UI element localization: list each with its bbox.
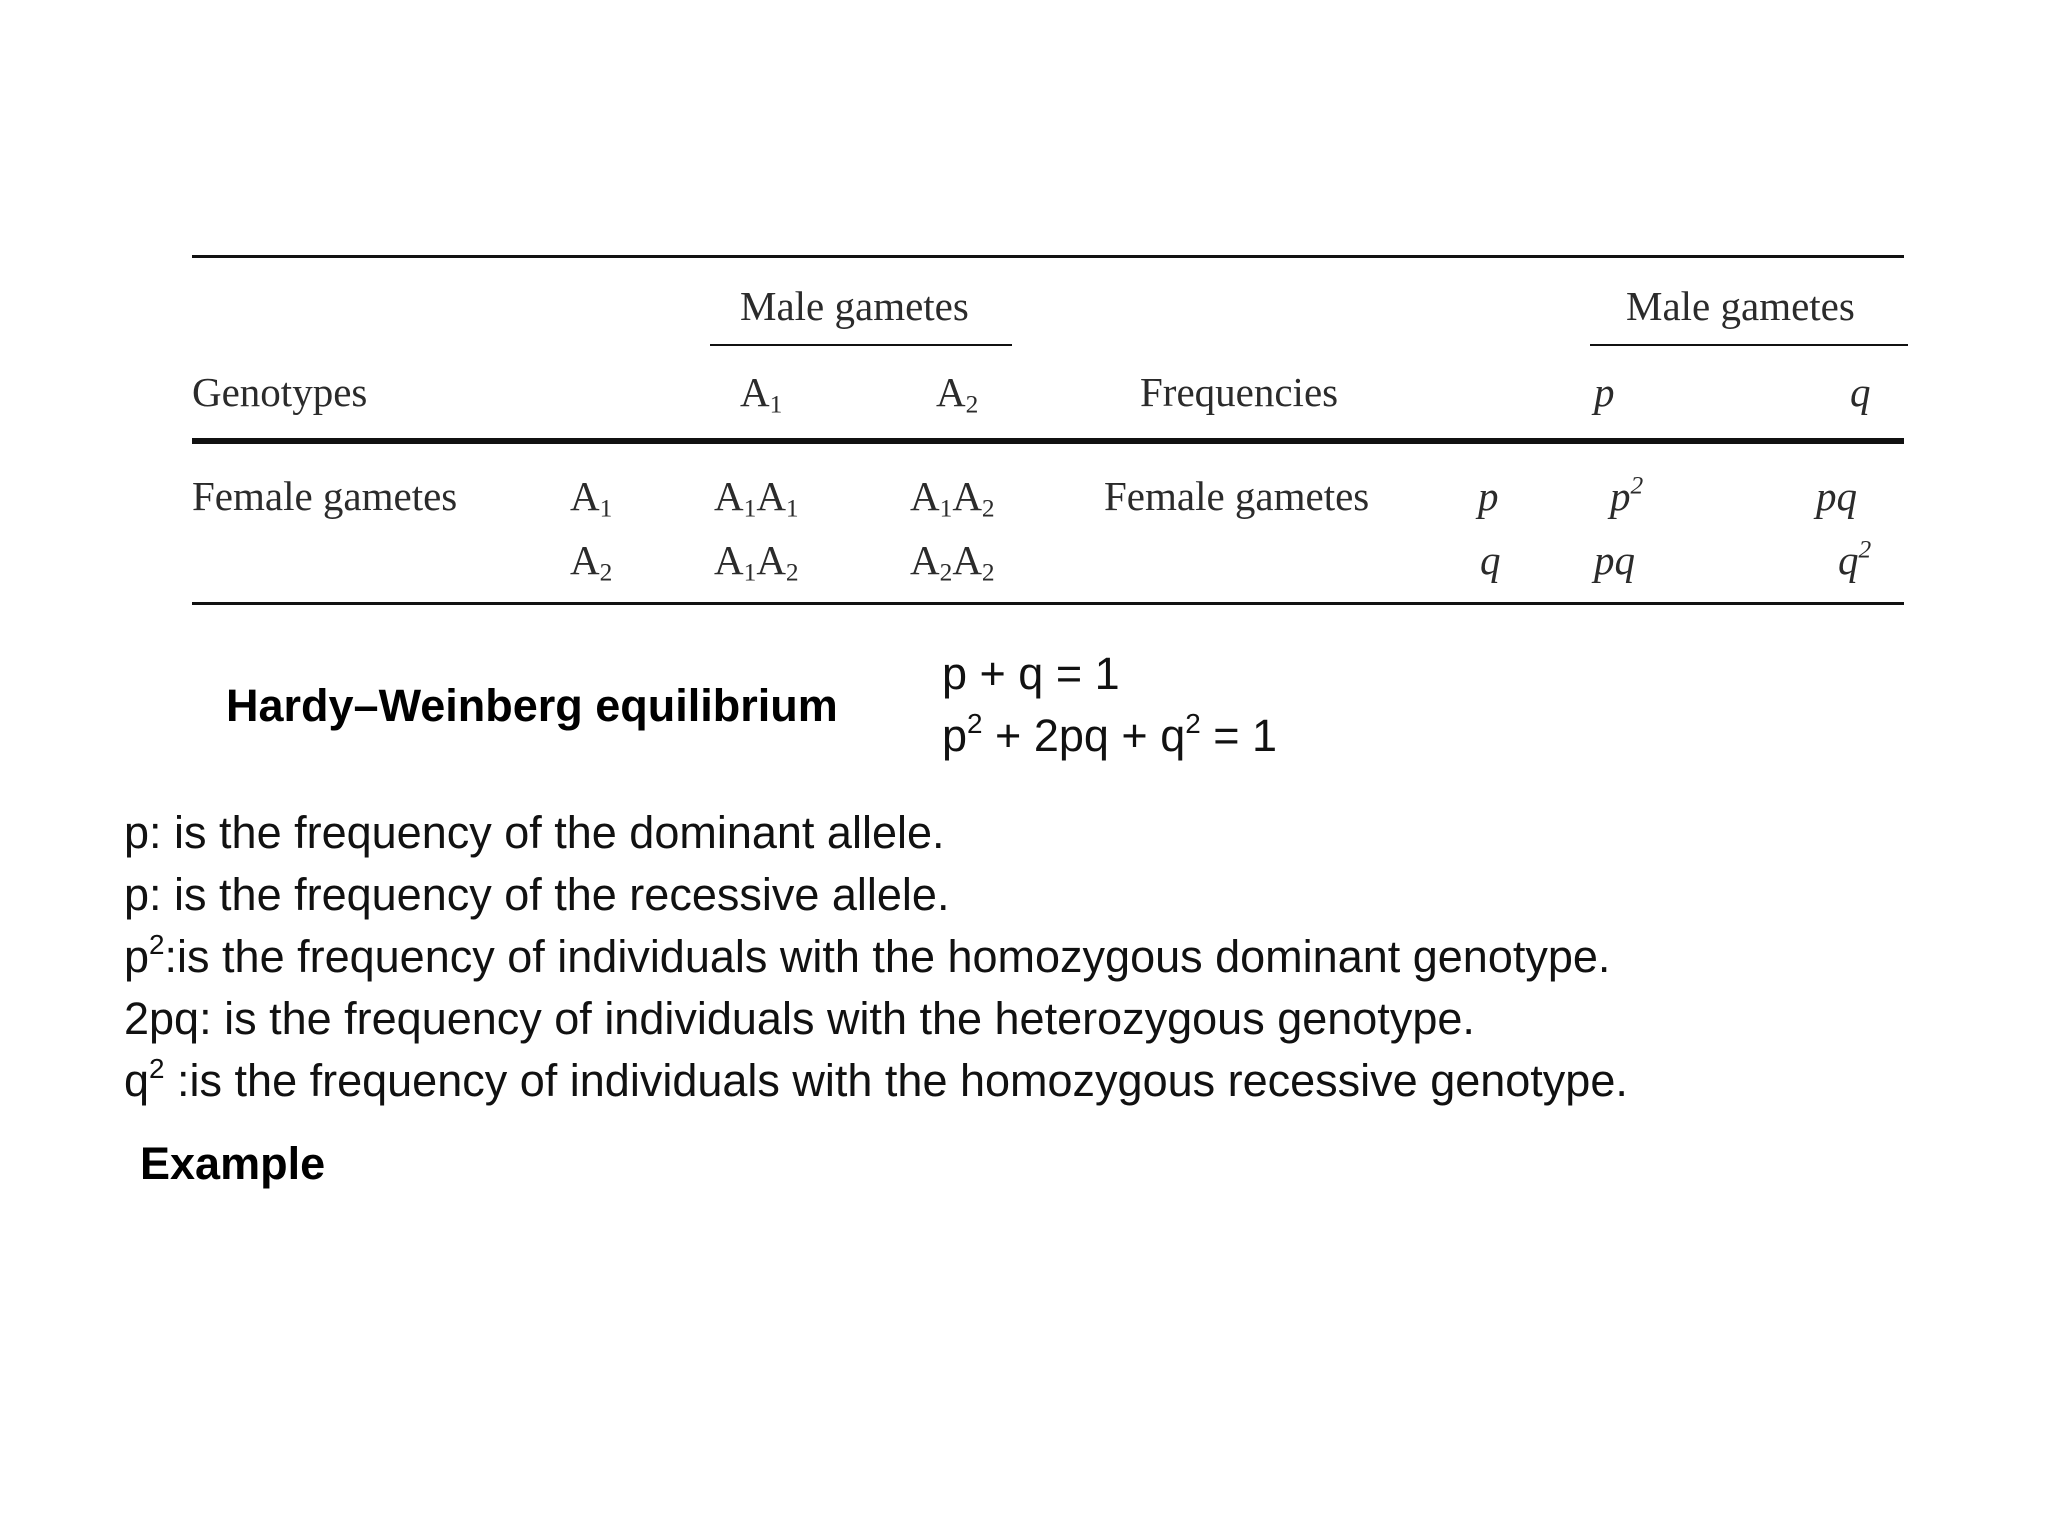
genotype-sum-equation: $p^2 + 2pq + q^2 = 1$ xyxy=(942,707,1278,761)
definition-item: 2pq: is the frequency of individuals with the heterozygous genotype. xyxy=(124,993,1475,1044)
cell-p-squared: $p^2$ xyxy=(1610,471,1644,519)
cell-pq-top: pq xyxy=(1816,473,1857,519)
right-female-gametes-label: Female gametes xyxy=(1104,473,1370,519)
male-col-a1: $A_1$ xyxy=(740,369,783,419)
cell-a2a2: $A_2A_2$ xyxy=(910,537,995,587)
definition-item: $p^2:is$ the frequency of individuals with the homozygous dominant genotype. xyxy=(124,928,1611,982)
left-group-rule xyxy=(710,344,1012,346)
frequencies-label: Frequencies xyxy=(1140,369,1339,415)
definition-item: $q^2$ :is the frequency of individuals with the homozygous recessive genotype. xyxy=(124,1052,1628,1106)
female-row-p: p xyxy=(1478,473,1499,519)
cell-a1a2-top: $A_1A_2$ xyxy=(910,473,995,523)
example-heading: Example xyxy=(140,1138,326,1189)
left-female-gametes-label: Female gametes xyxy=(192,473,458,519)
right-group-rule xyxy=(1590,344,1908,346)
right-male-gametes-label: Male gametes xyxy=(1626,283,1855,329)
hardy-weinberg-title: Hardy–Weinberg equilibrium xyxy=(226,680,838,731)
left-male-gametes-label: Male gametes xyxy=(740,283,969,329)
definition-list xyxy=(124,802,1628,1112)
genotypes-label: Genotypes xyxy=(192,369,368,415)
definition-item: p: is the frequency of the dominant allele. xyxy=(124,807,945,858)
female-row-q: q xyxy=(1480,537,1501,583)
cell-a1a2-bottom: $A_1A_2$ xyxy=(714,537,799,587)
table-header-rule xyxy=(192,438,1904,444)
male-col-q: q xyxy=(1850,369,1871,415)
male-col-a2: $A_2$ xyxy=(936,369,979,419)
definition-item: p: is the frequency of the recessive allele. xyxy=(124,869,950,920)
cell-a1a1: $A_1A_1$ xyxy=(714,473,799,523)
table-bottom-rule xyxy=(192,602,1904,605)
male-col-p: p xyxy=(1594,369,1615,415)
cell-pq-bottom: pq xyxy=(1594,537,1635,583)
allele-sum-equation: p + q = 1 xyxy=(942,648,1120,699)
table-top-rule xyxy=(192,255,1904,258)
female-row-a1: $A_1$ xyxy=(570,473,613,523)
female-row-a2: $A_2$ xyxy=(570,537,613,587)
cell-q-squared: $q^2$ xyxy=(1838,535,1872,583)
